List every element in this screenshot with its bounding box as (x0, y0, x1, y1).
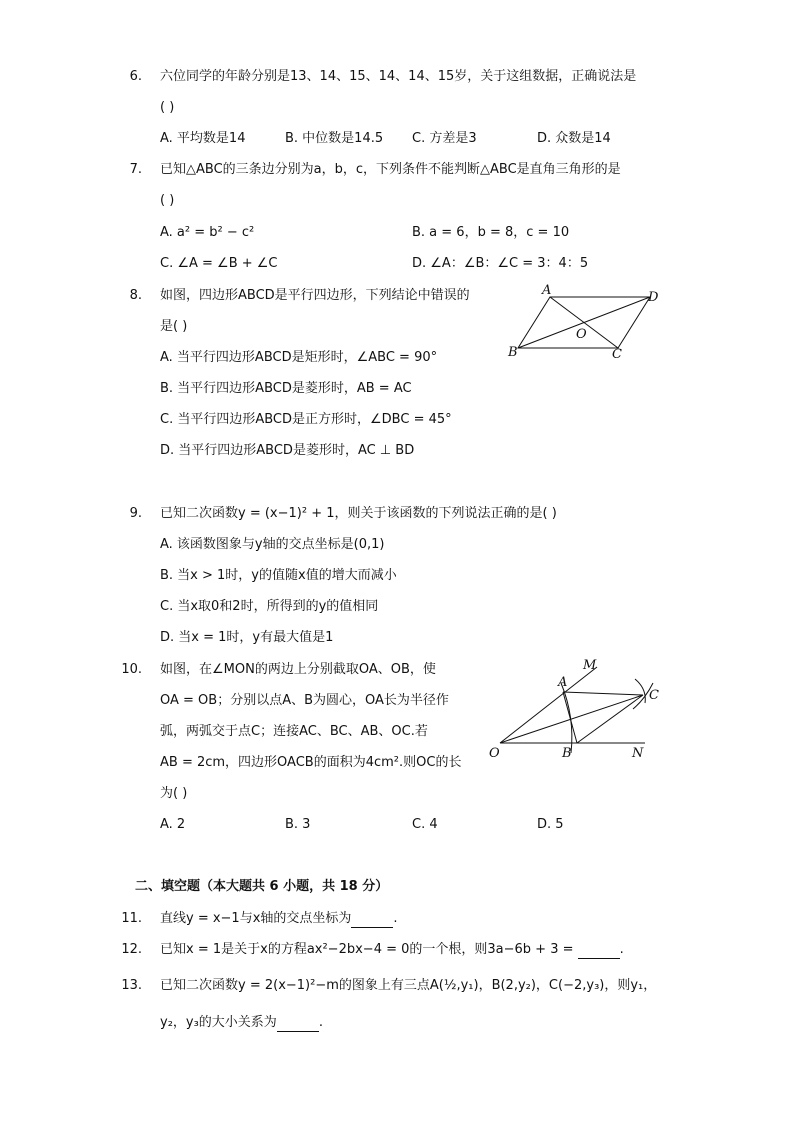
section-2-heading: 二、填空题（本大题共 6 小题，共 18 分） (135, 879, 389, 894)
q11-number: 11. (121, 911, 142, 926)
q7-stem-paren: ( ) (160, 193, 175, 208)
label-c: C (612, 347, 622, 362)
segment-bc (577, 695, 643, 743)
q12-stem (160, 941, 624, 959)
q6-stem-paren: ( ) (160, 100, 175, 115)
label-a: A (558, 675, 568, 690)
q7-option-a: A. a² = b² − c² (160, 225, 255, 240)
q10-option-d: D. 5 (537, 817, 564, 832)
q10-number: 10. (121, 662, 142, 677)
q9-option-c: C. 当x取0和2时，所得到的y的值相同 (160, 599, 379, 614)
q6-option-a: A. 平均数是14 (160, 131, 246, 146)
label-a: A (542, 283, 552, 298)
q10-option-c: C. 4 (412, 817, 438, 832)
q7-option-d: D. ∠A：∠B：∠C = 3：4：5 (412, 256, 589, 271)
q10-stem-line4: AB = 2cm，四边形OACB的面积为4cm².则OC的长 (160, 755, 462, 770)
label-n: N (632, 746, 644, 761)
q13-stem: 已知二次函数y = 2(x−1)²−m的图象上有三点A(½,y₁)，B(2,y₂)，C(−2,y₃)，则y₁， (160, 978, 657, 993)
q7-option-b: B. a = 6，b = 8，c = 10 (412, 225, 570, 240)
q13-number: 13. (121, 978, 142, 993)
q10-stem-line1: 如图，在∠MON的两边上分别截取OA、OB，使 (160, 662, 436, 677)
q12-number: 12. (121, 942, 142, 957)
label-o: O (489, 746, 500, 761)
q11-answer-blank[interactable] (351, 913, 393, 928)
q8-number: 8. (129, 288, 142, 303)
q13-period: . (318, 1015, 323, 1030)
q12-text: 已知x = 1是关于x的方程ax²−2bx−4 = 0的一个根，则3a−6b + 3 = (160, 942, 574, 957)
q10-stem-line3: 弧，两弧交于点C；连接AC、BC、AB、OC.若 (160, 724, 428, 739)
q10-stem-line2: OA = OB；分别以点A、B为圆心，OA长为半径作 (160, 693, 449, 708)
q8-option-b: B. 当平行四边形ABCD是菱形时，AB = AC (160, 381, 412, 396)
q6-option-b: B. 中位数是14.5 (285, 131, 384, 146)
label-d: D (648, 290, 659, 305)
q6-option-c: C. 方差是3 (412, 131, 477, 146)
q10-option-b: B. 3 (285, 817, 311, 832)
q8-option-c: C. 当平行四边形ABCD是正方形时，∠DBC = 45° (160, 412, 452, 427)
q12-answer-blank[interactable] (578, 944, 620, 959)
q6-number: 6. (129, 69, 142, 84)
q8-option-d: D. 当平行四边形ABCD是菱形时，AC ⊥ BD (160, 443, 415, 458)
q8-stem-cont: 是( ) (160, 319, 188, 334)
q8-parallelogram-figure (500, 282, 670, 367)
label-b: B (562, 746, 572, 761)
ray-om (500, 667, 597, 743)
q10-option-a: A. 2 (160, 817, 186, 832)
q11-period: . (393, 911, 398, 926)
q13-stem-cont (160, 1014, 323, 1032)
label-b: B (508, 345, 518, 360)
q13-text: y₂，y₃的大小关系为 (160, 1015, 277, 1030)
q6-stem: 六位同学的年龄分别是13、14、15、14、14、15岁，关于这组数据，正确说法是 (160, 69, 637, 84)
q9-option-b: B. 当x > 1时，y的值随x值的增大而减小 (160, 568, 397, 583)
q6-option-d: D. 众数是14 (537, 131, 611, 146)
q11-text: 直线y = x−1与x轴的交点坐标为 (160, 911, 352, 926)
q12-period: . (619, 942, 624, 957)
q8-stem: 如图，四边形ABCD是平行四边形，下列结论中错误的 (160, 288, 470, 303)
q10-stem-line5: 为( ) (160, 786, 188, 801)
q10-angle-construction-figure (485, 655, 675, 765)
segment-ac (563, 692, 643, 695)
label-m: M (583, 658, 597, 673)
q9-option-d: D. 当x = 1时，y有最大值是1 (160, 630, 334, 645)
q11-stem (160, 910, 398, 928)
label-o: O (576, 327, 587, 342)
q7-number: 7. (129, 162, 142, 177)
q8-option-a: A. 当平行四边形ABCD是矩形时，∠ABC = 90° (160, 350, 438, 365)
q9-number: 9. (129, 506, 142, 521)
q7-stem: 已知△ABC的三条边分别为a，b，c，下列条件不能判断△ABC是直角三角形的是 (160, 162, 621, 177)
label-c: C (649, 688, 659, 703)
q9-option-a: A. 该函数图象与y轴的交点坐标是(0,1) (160, 537, 385, 552)
q7-option-c: C. ∠A = ∠B + ∠C (160, 256, 278, 271)
q13-answer-blank[interactable] (277, 1017, 319, 1032)
q9-stem: 已知二次函数y = (x−1)² + 1，则关于该函数的下列说法正确的是( ) (160, 506, 557, 521)
